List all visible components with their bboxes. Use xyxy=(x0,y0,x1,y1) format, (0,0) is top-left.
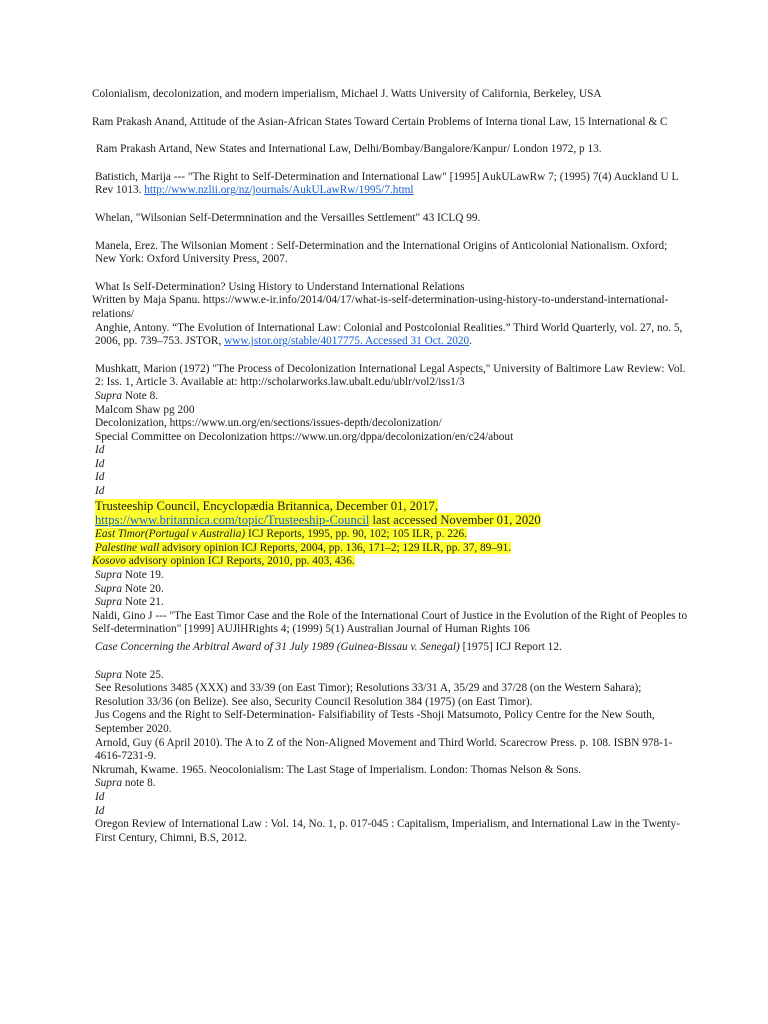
ref-supra-note-8 xyxy=(92,777,688,791)
ref-id xyxy=(92,485,688,499)
jstor-link[interactable]: www.jstor.org/stable/4017775. Accessed 31 Oct. 2020 xyxy=(224,335,470,348)
ref-anghie-text: Anghie, Antony. “The Evolution of International Law: Colonial and Postcolonial Realities.” Third World Quarterly, vol. 27, no. 5, 2006, pp. 739–753. JSTOR, xyxy=(95,321,683,348)
supra-word: Supra xyxy=(95,668,122,681)
east-timor-citation: ICJ Reports, 1995, pp. 90, 102; 105 ILR, p. 226. xyxy=(245,528,467,541)
ref-spanu: Written by Maja Spanu. https://www.e-ir.info/2014/04/17/what-is-self-determination-using-history-to-understand-international-relations/ xyxy=(92,294,669,320)
ref-id xyxy=(92,791,688,805)
ref-guinea-bissau xyxy=(92,641,688,655)
nzlii-link[interactable]: http://www.nzlii.org/nz/journals/AukULawRw/1995/7.html xyxy=(144,184,414,197)
ref-id xyxy=(92,471,688,485)
ref-anand-attitude: Ram Prakash Anand, Attitude of the Asian-African States Toward Certain Problems of Interna tional Law, 15 International & C xyxy=(92,115,668,128)
ref-batistich-text: Batistich, Marija --- "The Right to Self-Determination and International Law" [1995] AukULawRw 7; (1995) 7(4) Auckland U L Rev 1013. xyxy=(95,170,678,197)
ref-supra-25 xyxy=(92,669,688,683)
ref-kosovo xyxy=(92,555,688,569)
supra-note: note 8. xyxy=(122,777,156,790)
ref-arnold: Arnold, Guy (6 April 2010). The A to Z of the Non-Aligned Movement and Third World. Scarecrow Press. p. 108. ISBN 978-1-4616-7231-9. xyxy=(95,736,673,763)
ref-palestine-wall xyxy=(92,542,688,556)
id-word: Id xyxy=(95,485,105,498)
ref-malcom-shaw: Malcom Shaw pg 200 xyxy=(95,403,195,416)
supra-note: Note 8. xyxy=(122,389,159,402)
ref-anghie-end: . xyxy=(469,335,472,348)
supra-note: Note 20. xyxy=(122,582,164,595)
supra-note: Note 21. xyxy=(122,596,164,609)
ref-jus-cogens: Jus Cogens and the Right to Self-Determination- Falsifiability of Tests -Shoji Matsumoto, Policy Centre for the New South, September 2020. xyxy=(95,709,655,735)
ref-supra-21 xyxy=(92,596,688,610)
east-timor-case: East Timor(Portugal v Australia) xyxy=(95,528,246,541)
ref-mushkatt: Mushkatt, Marion (1972) "The Process of Decolonization International Legal Aspects," University of Baltimore Law Review: Vol. 2: Iss. 1, Article 3. Available at: http://scholarworks.law.ubalt.edu/ublr/vol2/iss1/3 xyxy=(95,362,686,389)
ref-nkrumah: Nkrumah, Kwame. 1965. Neocolonialism: The Last Stage of Imperialism. London: Thomas Nelson & Sons. xyxy=(92,763,582,776)
supra-note: Note 25. xyxy=(122,668,164,681)
supra-word: Supra xyxy=(95,389,122,402)
ref-spanu-title: What Is Self-Determination? Using History to Understand International Relations xyxy=(95,280,465,293)
ref-batistich xyxy=(92,171,688,198)
ref-naldi: Naldi, Gino J --- "The East Timor Case and the Role of the International Court of Justice in the Evolution of the Right of Peoples to Self-determination" [1999] AUJlHRights 4; (1999) 5(1) Australian Journal of Human Rights 106 xyxy=(92,609,688,636)
kosovo-case: Kosovo xyxy=(92,555,126,568)
id-word: Id xyxy=(95,444,105,457)
ref-id xyxy=(92,805,688,819)
supra-word: Supra xyxy=(95,582,122,595)
id-word: Id xyxy=(95,804,105,817)
id-word: Id xyxy=(95,471,105,484)
supra-word: Supra xyxy=(95,569,122,582)
ref-special-committee: Special Committee on Decolonization https://www.un.org/dppa/decolonization/en/c24/about xyxy=(95,430,514,443)
id-word: Id xyxy=(95,457,105,470)
ref-trusteeship xyxy=(92,499,688,529)
trusteeship-text: Trusteeship Council, Encyclopædia Britannica, December 01, 2017, xyxy=(95,498,438,513)
ref-id xyxy=(92,458,688,472)
ref-id xyxy=(92,444,688,458)
ref-watts: Colonialism, decolonization, and modern imperialism, Michael J. Watts University of California, Berkeley, USA xyxy=(92,88,602,100)
ref-supra-8 xyxy=(92,390,688,404)
ref-anand-new-states: Ram Prakash Artand, New States and International Law, Delhi/Bombay/Bangalore/Kanpur/ London 1972, p 13. xyxy=(96,143,602,156)
palestine-wall-citation: advisory opinion ICJ Reports, 2004, pp. 136, 171–2; 129 ILR, pp. 37, 89–91. xyxy=(159,541,512,554)
ref-anghie xyxy=(92,322,688,349)
ref-manela: Manela, Erez. The Wilsonian Moment : Self-Determination and the International Origins of Anticolonial Nationalism. Oxford; New York: Oxford University Press, 2007. xyxy=(95,239,668,266)
supra-word: Supra xyxy=(95,777,122,790)
supra-note: Note 19. xyxy=(122,569,164,582)
kosovo-citation: advisory opinion ICJ Reports, 2010, pp. 403, 436. xyxy=(125,555,355,568)
ref-oregon: Oregon Review of International Law : Vol. 14, No. 1, p. 017-045 : Capitalism, Imperialism, and International Law in the Twenty-First Century, Chimni, B.S, 2012. xyxy=(95,818,680,844)
ref-decolonization: Decolonization, https://www.un.org/en/sections/issues-depth/decolonization/ xyxy=(95,417,442,430)
ref-east-timor xyxy=(92,528,688,542)
supra-word: Supra xyxy=(95,596,122,609)
ref-whelan: Whelan, "Wilsonian Self-Determnination and the Versailles Settlement" 43 ICLQ 99. xyxy=(95,211,481,224)
palestine-wall-case: Palestine wall xyxy=(95,541,160,554)
ref-resolutions: See Resolutions 3485 (XXX) and 33/39 (on East Timor); Resolutions 33/31 A, 35/29 and 37/28 (on the Western Sahara); Resolution 33/36 (on Belize). See also, Security Council Resolution 384 (1975) (on East Timor). xyxy=(95,682,642,708)
ref-supra-20 xyxy=(92,583,688,597)
trusteeship-accessed: last accessed November 01, 2020 xyxy=(369,513,541,528)
britannica-link[interactable]: https://www.britannica.com/topic/Trusteeship-Council xyxy=(95,513,370,528)
id-word: Id xyxy=(95,790,105,803)
arbitral-award-citation: [1975] ICJ Report 12. xyxy=(459,641,562,653)
ref-supra-19 xyxy=(92,569,688,583)
arbitral-award-case: Case Concerning the Arbitral Award of 31 July 1989 (Guinea-Bissau v. Senegal) xyxy=(95,641,460,653)
